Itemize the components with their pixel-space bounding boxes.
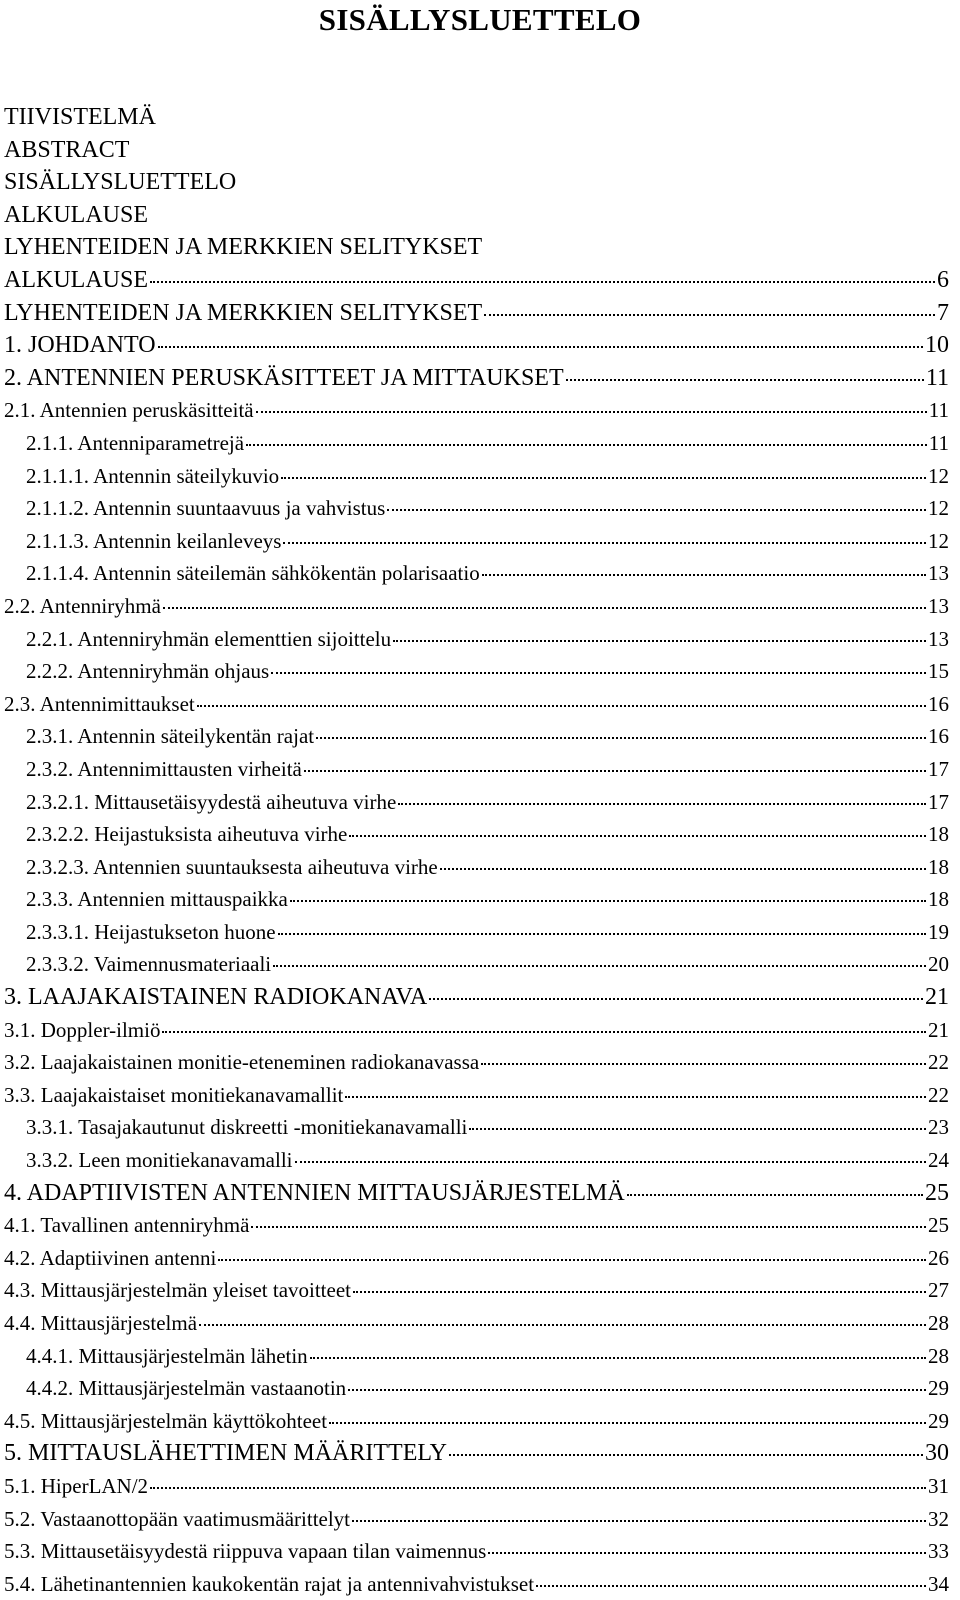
dot-leader [246, 444, 927, 446]
toc-entry-label: 1. JOHDANTO [4, 332, 156, 359]
toc-entry-page-number: 13 [928, 626, 949, 651]
toc-entry-page-number: 31 [928, 1473, 949, 1498]
toc-entry[interactable] [4, 1177, 949, 1210]
toc-entry-label: 4.5. Mittausjärjestelmän käyttökohteet [4, 1408, 328, 1433]
dot-leader [484, 314, 935, 316]
dot-leader [316, 737, 926, 739]
toc-entry[interactable] [4, 525, 949, 558]
toc-entry[interactable] [4, 394, 949, 427]
toc-entry-label: 3.3.2. Leen monitiekanavamalli [26, 1148, 293, 1173]
toc-entry-label: 5. MITTAUSLÄHETTIMEN MÄÄRITTELY [4, 1440, 447, 1467]
toc-entry-page-number: 33 [928, 1539, 949, 1564]
toc-entry-page-number: 25 [925, 1179, 949, 1206]
dot-leader [197, 705, 926, 707]
toc-entry[interactable] [4, 1568, 949, 1600]
toc-entry-label: 4.2. Adaptiivinen antenni [4, 1245, 217, 1270]
toc-entry-page-number: 29 [928, 1376, 949, 1401]
toc-entry-page-number: 17 [928, 789, 949, 814]
dot-leader [536, 1585, 926, 1587]
toc-entry-label: 4.3. Mittausjärjestelmän yleiset tavoitteet [4, 1278, 351, 1303]
toc-entry-page-number: 18 [928, 887, 949, 912]
toc-entry-page-number: 12 [928, 463, 949, 488]
toc-entry-page-number: 32 [928, 1506, 949, 1531]
toc-entry-page-number: 22 [928, 1082, 949, 1107]
toc-entry[interactable] [4, 1274, 949, 1307]
toc-entry[interactable] [4, 1405, 949, 1438]
toc-entry-page-number: 21 [928, 1017, 949, 1042]
toc-entry-page-number: 10 [925, 332, 949, 359]
table-of-contents [4, 264, 949, 1600]
toc-entry-label: 5.1. HiperLAN/2 [4, 1473, 149, 1498]
toc-entry-page-number: 23 [928, 1115, 949, 1140]
dot-leader [271, 672, 926, 674]
toc-entry-page-number: 25 [928, 1213, 949, 1238]
dot-leader [150, 281, 935, 283]
toc-entry-page-number: 13 [928, 561, 949, 586]
toc-entry-page-number: 34 [928, 1571, 949, 1596]
toc-entry-label: 3.1. Doppler-ilmiö [4, 1017, 161, 1042]
toc-entry-page-number: 7 [937, 299, 949, 326]
dot-leader [310, 1357, 926, 1359]
toc-entry-page-number: 27 [928, 1278, 949, 1303]
toc-entry[interactable] [4, 1437, 949, 1470]
toc-entry[interactable] [4, 329, 949, 362]
toc-entry[interactable] [4, 883, 949, 916]
toc-entry[interactable] [4, 851, 949, 884]
dot-leader [387, 509, 926, 511]
toc-entry-page-number: 16 [928, 691, 949, 716]
dot-leader [481, 1063, 926, 1065]
toc-entry-page-number: 6 [937, 267, 949, 293]
toc-entry-label: 5.2. Vastaanottopään vaatimusmäärittelyt [4, 1506, 351, 1531]
dot-leader [469, 1128, 926, 1130]
toc-entry[interactable] [4, 948, 949, 981]
front-matter-item: LYHENTEIDEN JA MERKKIEN SELITYKSET [4, 234, 483, 261]
toc-entry-label: 4.4.1. Mittausjärjestelmän lähetin [26, 1343, 308, 1368]
toc-entry[interactable] [4, 688, 949, 721]
dot-leader [256, 411, 927, 413]
toc-entry[interactable] [4, 916, 949, 949]
dot-leader [199, 1324, 926, 1326]
dot-leader [349, 835, 926, 837]
toc-entry-label: 2.3.2.3. Antennien suuntauksesta aiheutuva virhe [26, 854, 438, 879]
toc-entry-label: 2.3.2. Antennimittausten virheitä [26, 756, 302, 781]
toc-entry-page-number: 19 [928, 919, 949, 944]
toc-entry[interactable] [4, 1503, 949, 1536]
toc-entry[interactable] [4, 427, 949, 460]
dot-leader [449, 1454, 923, 1456]
dot-leader [429, 998, 923, 1000]
toc-entry-page-number: 11 [928, 430, 949, 455]
toc-entry[interactable] [4, 557, 949, 590]
toc-entry-label: 2.3.1. Antennin säteilykentän rajat [26, 724, 315, 749]
toc-entry-page-number: 30 [925, 1440, 949, 1467]
toc-entry-label: ALKULAUSE [4, 267, 148, 293]
dot-leader [278, 933, 926, 935]
toc-entry[interactable] [4, 1340, 949, 1373]
toc-entry[interactable] [4, 720, 949, 753]
toc-entry-label: 5.4. Lähetinantennien kaukokentän rajat ja antennivahvistukset [4, 1571, 535, 1596]
toc-entry-label: 5.3. Mittausetäisyydestä riippuva vapaan tilan vaimennus [4, 1539, 487, 1564]
dot-leader [440, 868, 926, 870]
dot-leader [329, 1422, 926, 1424]
toc-entry[interactable] [4, 1079, 949, 1112]
dot-leader [353, 1291, 926, 1293]
toc-entry-label: 2.1.1.3. Antennin keilanleveys [26, 528, 282, 553]
toc-entry[interactable] [4, 460, 949, 493]
toc-entry-page-number: 12 [928, 528, 949, 553]
front-matter-item: SISÄLLYSLUETTELO [4, 169, 237, 196]
toc-entry-page-number: 16 [928, 724, 949, 749]
toc-entry-label: 4.1. Tavallinen antenniryhmä [4, 1213, 250, 1238]
dot-leader [162, 1031, 926, 1033]
front-matter-list [4, 101, 482, 264]
toc-entry-label: 3.3.1. Tasajakautunut diskreetti -monitiekanavamalli [26, 1115, 468, 1140]
dot-leader [488, 1552, 926, 1554]
toc-entry[interactable] [4, 590, 949, 623]
toc-entry-label: 2.1.1. Antenniparametrejä [26, 430, 245, 455]
toc-entry-page-number: 20 [928, 952, 949, 977]
toc-entry-page-number: 15 [928, 659, 949, 684]
front-matter-item: ABSTRACT [4, 136, 130, 163]
dot-leader [345, 1096, 926, 1098]
dot-leader [295, 1161, 927, 1163]
dot-leader [393, 640, 926, 642]
toc-entry-label: 2.3.3. Antennien mittauspaikka [26, 887, 288, 912]
toc-entry-label: 2.1.1.2. Antennin suuntaavuus ja vahvistus [26, 496, 386, 521]
dot-leader [158, 346, 923, 348]
toc-entry-page-number: 18 [928, 854, 949, 879]
toc-entry[interactable] [4, 753, 949, 786]
toc-entry[interactable] [4, 1111, 949, 1144]
toc-entry-page-number: 11 [928, 398, 949, 423]
dot-leader [251, 1226, 926, 1228]
dot-leader [281, 477, 926, 479]
toc-entry-label: 2.3.2.1. Mittausetäisyydestä aiheutuva virhe [26, 789, 397, 814]
toc-entry[interactable] [4, 786, 949, 819]
toc-entry[interactable] [4, 1470, 949, 1503]
toc-entry-label: 2.3.2.2. Heijastuksista aiheutuva virhe [26, 822, 348, 847]
toc-entry-label: 2.1.1.4. Antennin säteilemän sähkökentän polarisaatio [26, 561, 480, 586]
toc-entry-page-number: 21 [925, 984, 949, 1011]
toc-entry-page-number: 22 [928, 1050, 949, 1075]
toc-entry[interactable] [4, 492, 949, 525]
dot-leader [304, 770, 926, 772]
toc-entry-label: 2.1. Antennien peruskäsitteitä [4, 398, 254, 423]
toc-entry-page-number: 13 [928, 593, 949, 618]
dot-leader [283, 542, 926, 544]
toc-entry[interactable] [4, 264, 949, 297]
toc-entry[interactable] [4, 1014, 949, 1047]
toc-entry-label: 2.2.2. Antenniryhmän ohjaus [26, 659, 270, 684]
toc-entry[interactable] [4, 1046, 949, 1079]
dot-leader [273, 965, 926, 967]
front-matter-item: ALKULAUSE [4, 201, 148, 228]
toc-entry[interactable] [4, 623, 949, 656]
toc-entry-label: 2.1.1.1. Antennin säteilykuvio [26, 463, 280, 488]
toc-entry-label: LYHENTEIDEN JA MERKKIEN SELITYKSET [4, 299, 483, 326]
dot-leader [566, 379, 924, 381]
front-matter-item: TIIVISTELMÄ [4, 104, 156, 130]
toc-entry-page-number: 29 [928, 1408, 949, 1433]
toc-entry[interactable] [4, 1372, 949, 1405]
toc-entry[interactable] [4, 655, 949, 688]
toc-entry-page-number: 11 [925, 364, 949, 391]
toc-entry-page-number: 12 [928, 496, 949, 521]
toc-entry[interactable] [4, 297, 949, 330]
toc-entry-page-number: 24 [928, 1148, 949, 1173]
toc-entry-label: 3.3. Laajakaistaiset monitiekanavamallit [4, 1082, 344, 1107]
toc-entry-label: 2.3.3.2. Vaimennusmateriaali [26, 952, 272, 977]
toc-entry-label: 4.4.2. Mittausjärjestelmän vastaanotin [26, 1376, 347, 1401]
toc-entry-label: 4. ADAPTIIVISTEN ANTENNIEN MITTAUSJÄRJESTELMÄ [4, 1179, 625, 1206]
dot-leader [150, 1487, 926, 1489]
toc-entry-page-number: 28 [928, 1311, 949, 1335]
toc-entry[interactable] [4, 1144, 949, 1177]
toc-entry[interactable] [4, 1535, 949, 1568]
toc-entry[interactable] [4, 981, 949, 1014]
page-title: SISÄLLYSLUETTELO [318, 2, 642, 37]
toc-entry-label: 2.3. Antennimittaukset [4, 691, 195, 716]
dot-leader [163, 607, 926, 609]
toc-entry-label: 2.2. Antenniryhmä [4, 593, 161, 618]
toc-entry-label: 2.3.3.1. Heijastukseton huone [26, 919, 276, 944]
toc-entry[interactable] [4, 1242, 949, 1275]
toc-entry-label: 3.2. Laajakaistainen monitie-eteneminen radiokanavassa [4, 1050, 480, 1075]
toc-entry[interactable] [4, 1307, 949, 1340]
toc-entry[interactable] [4, 362, 949, 395]
toc-entry[interactable] [4, 818, 949, 851]
toc-entry[interactable] [4, 1209, 949, 1242]
toc-entry-label: 3. LAAJAKAISTAINEN RADIOKANAVA [4, 984, 428, 1011]
dot-leader [352, 1520, 926, 1522]
dot-leader [218, 1259, 926, 1261]
toc-entry-label: 2. ANTENNIEN PERUSKÄSITTEET JA MITTAUKSET [4, 364, 564, 391]
toc-entry-page-number: 28 [928, 1343, 949, 1368]
dot-leader [290, 900, 926, 902]
dot-leader [398, 803, 926, 805]
dot-leader [482, 574, 926, 576]
dot-leader [348, 1389, 926, 1391]
toc-entry-page-number: 17 [928, 756, 949, 781]
toc-entry-page-number: 18 [928, 822, 949, 847]
toc-entry-page-number: 26 [928, 1245, 949, 1270]
toc-entry-label: 2.2.1. Antenniryhmän elementtien sijoittelu [26, 626, 392, 651]
dot-leader [627, 1194, 923, 1196]
toc-entry-label: 4.4. Mittausjärjestelmä [4, 1311, 198, 1335]
